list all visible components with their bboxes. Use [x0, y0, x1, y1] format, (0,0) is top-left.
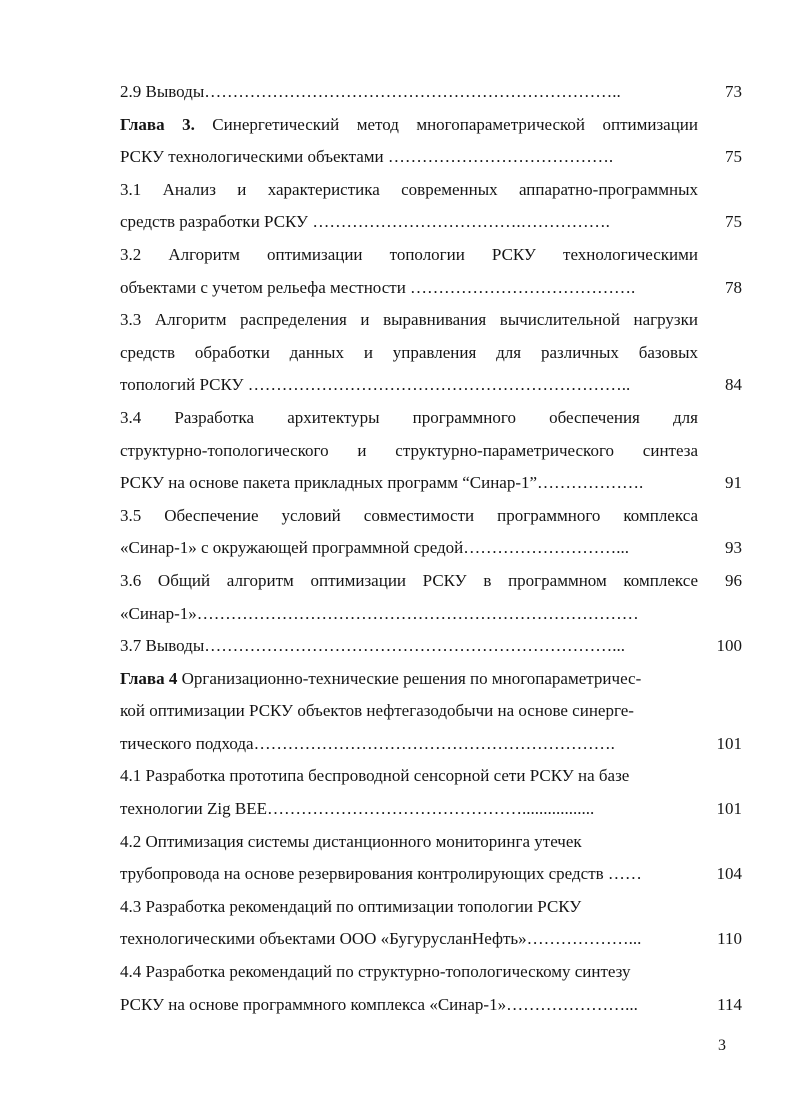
- toc-line: [120, 793, 746, 826]
- toc-line: [120, 239, 746, 272]
- toc-line: [120, 630, 746, 663]
- toc-line: [120, 663, 746, 696]
- toc-line-text: 4.1 Разработка прототипа беспроводной сенсорной сети РСКУ на базе: [120, 766, 630, 786]
- toc-line: [120, 826, 746, 859]
- toc-entry: [120, 760, 746, 825]
- toc-line-text: средств обработки данных и управления для различных базовых: [120, 342, 698, 362]
- chapter-label: Глава 4: [120, 668, 178, 688]
- toc-line: [120, 304, 746, 337]
- toc-line-text: трубопровода на основе резервирования контролирующих средств ……: [120, 864, 642, 884]
- toc-entry: [120, 891, 746, 956]
- toc-line-text: «Синар-1»……………………………………………………………………: [120, 603, 639, 623]
- toc-line-text: 2.9 Выводы………………………………………………………………..: [120, 82, 621, 101]
- toc-line: [120, 598, 746, 631]
- toc-line-text: структурно-топологического и структурно-параметрического синтеза: [120, 440, 698, 460]
- toc-line-text: технологии Zig BEE……………………………………….................: [120, 799, 595, 819]
- toc-line-text: технологическими объектами ООО «БугурусланНефть»………………...: [120, 929, 642, 949]
- toc-line: [120, 369, 746, 402]
- toc-line: [120, 467, 746, 500]
- toc-page-number: 110: [717, 929, 742, 949]
- toc-line-text: РСКУ на основе программного комплекса «Синар-1»…………………...: [120, 994, 638, 1014]
- toc-line: [120, 728, 746, 761]
- toc-entry: [120, 565, 746, 630]
- toc-line-text: кой оптимизации РСКУ объектов нефтегазодобычи на основе синерге-: [120, 701, 634, 721]
- toc-line: [120, 174, 746, 207]
- toc-page-number: 96: [725, 570, 742, 590]
- toc-line: [120, 695, 746, 728]
- table-of-contents: [120, 76, 746, 1021]
- toc-line-text: топологий РСКУ …………………………………………………………..: [120, 375, 631, 395]
- toc-page-number: 84: [725, 375, 742, 395]
- toc-entry: [120, 663, 746, 761]
- toc-line: [120, 435, 746, 468]
- toc-page-number: 75: [725, 147, 742, 167]
- toc-entry: [120, 109, 746, 174]
- toc-line-text: 3.6 Общий алгоритм оптимизации РСКУ в программном комплексе: [120, 570, 698, 590]
- toc-line-text: Глава 4 Организационно-технические решения по многопараметричес-: [120, 668, 642, 688]
- toc-page-number: 101: [716, 733, 742, 753]
- toc-line-text: 4.4 Разработка рекомендаций по структурно-топологическому синтезу: [120, 962, 631, 982]
- toc-line: [120, 500, 746, 533]
- toc-page-number: 73: [725, 82, 742, 101]
- toc-line: [120, 206, 746, 239]
- toc-line-text: 3.2 Алгоритм оптимизации топологии РСКУ технологическими: [120, 244, 698, 264]
- toc-line: [120, 402, 746, 435]
- toc-page-number: 101: [716, 799, 742, 819]
- toc-line-text: 3.4 Разработка архитектуры программного обеспечения для: [120, 407, 698, 427]
- toc-entry: [120, 402, 746, 500]
- toc-line-text: объектами с учетом рельефа местности ………………………………….: [120, 277, 636, 297]
- toc-entry: [120, 630, 746, 663]
- toc-line-text: РСКУ на основе пакета прикладных программ “Синар-1”……………….: [120, 473, 644, 493]
- toc-line-text: тического подхода……………………………………………………….: [120, 733, 615, 753]
- toc-entry: [120, 174, 746, 239]
- page-number: 3: [718, 1037, 726, 1054]
- toc-entry: [120, 304, 746, 402]
- toc-line-text: 4.2 Оптимизация системы дистанционного мониторинга утечек: [120, 831, 582, 851]
- chapter-label: Глава 3.: [120, 114, 195, 134]
- toc-line: [120, 532, 746, 565]
- toc-line-text: Глава 3. Синергетический метод многопараметрической оптимизации: [120, 114, 699, 134]
- toc-line-text: средств разработки РСКУ ……………………………….…………….: [120, 212, 610, 232]
- toc-line: [120, 141, 746, 174]
- toc-line: [120, 760, 746, 793]
- toc-line: [120, 76, 746, 109]
- toc-entry: [120, 956, 746, 1021]
- toc-page-number: 93: [725, 538, 742, 558]
- toc-page-number: 75: [725, 212, 742, 232]
- toc-line: [120, 565, 746, 598]
- toc-entry: [120, 76, 746, 109]
- toc-line-text: 3.7 Выводы………………………………………………………………...: [120, 636, 626, 656]
- toc-line-text: «Синар-1» с окружающей программной средой………………………...: [120, 538, 630, 558]
- toc-page-number: 104: [716, 864, 742, 884]
- toc-line: [120, 989, 746, 1022]
- toc-line-text: 3.3 Алгоритм распределения и выравнивания вычислительной нагрузки: [120, 310, 698, 330]
- toc-line-text: 3.5 Обеспечение условий совместимости программного комплекса: [120, 505, 698, 525]
- toc-page-number: 114: [717, 994, 742, 1014]
- toc-page-number: 91: [725, 473, 742, 493]
- toc-line: [120, 272, 746, 305]
- toc-page-number: 100: [716, 636, 742, 656]
- toc-page-number: 78: [725, 277, 742, 297]
- toc-line-text: РСКУ технологическими объектами ………………………………….: [120, 147, 614, 167]
- toc-line-text: 4.3 Разработка рекомендаций по оптимизации топологии РСКУ: [120, 896, 582, 916]
- toc-entry: [120, 826, 746, 891]
- toc-line: [120, 956, 746, 989]
- toc-line: [120, 858, 746, 891]
- toc-entry: [120, 500, 746, 565]
- toc-line: [120, 337, 746, 370]
- toc-line: [120, 891, 746, 924]
- toc-entry: [120, 239, 746, 304]
- toc-line-text: 3.1 Анализ и характеристика современных аппаратно-программных: [120, 179, 698, 199]
- toc-line: [120, 923, 746, 956]
- toc-line: [120, 109, 746, 142]
